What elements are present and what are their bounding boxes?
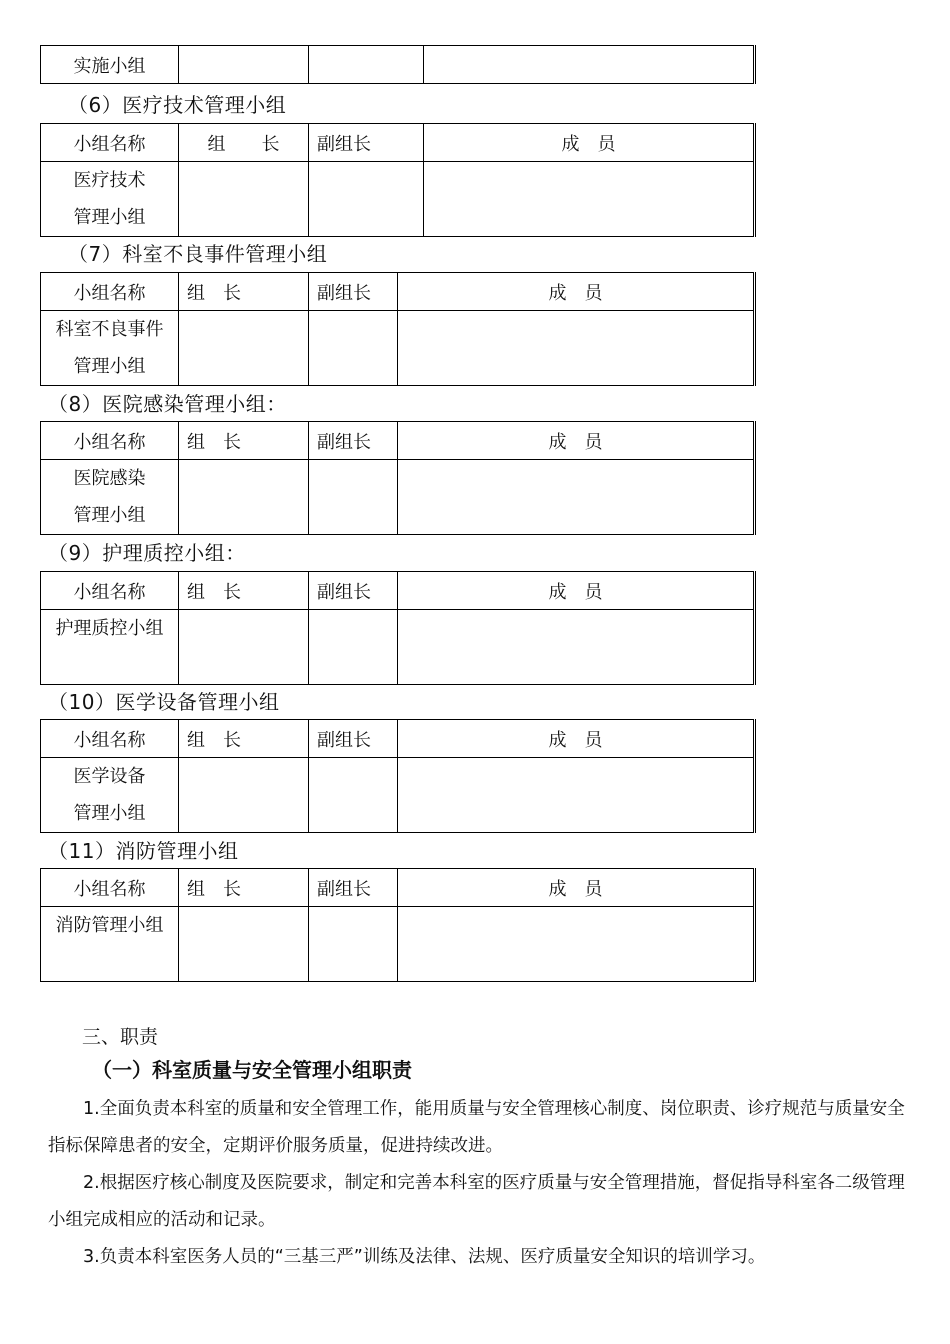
column-header-deputy: 副组长 [309, 273, 398, 311]
implementation-group-table [40, 45, 756, 84]
group-name-cell: 实施小组 [41, 46, 179, 84]
group-heading: （7）科室不良事件管理小组 [68, 242, 328, 266]
column-header-name: 小组名称 [41, 720, 179, 758]
leader-cell [179, 460, 309, 535]
deputy-cell [309, 758, 398, 833]
column-header-members: 成 员 [398, 422, 755, 460]
paragraph: 1.全面负责本科室的质量和安全管理工作，能用质量与安全管理核心制度、岗位职责、诊疗规范与质量安全指标保障患者的安全，定期评价服务质量，促进持续改进。 [48, 1099, 905, 1156]
column-header-name: 小组名称 [41, 124, 179, 162]
group-name-cell: 科室不良事件 管理小组 [41, 311, 179, 386]
group-heading: （6）医疗技术管理小组 [68, 93, 287, 117]
column-header-deputy: 副组长 [309, 572, 398, 610]
group-table [40, 868, 756, 982]
deputy-cell [309, 460, 398, 535]
group-table [40, 571, 756, 685]
group-name-cell: 医疗技术 管理小组 [41, 162, 179, 237]
column-header-members: 成 员 [398, 720, 755, 758]
column-header-deputy: 副组长 [309, 422, 398, 460]
group-table [40, 719, 756, 833]
column-header-name: 小组名称 [41, 869, 179, 907]
column-header-leader: 组 长 [179, 422, 309, 460]
members-cell [424, 46, 755, 84]
leader-cell [179, 610, 309, 685]
column-header-deputy: 副组长 [309, 869, 398, 907]
deputy-cell [309, 162, 424, 237]
group-name-cell: 消防管理小组 [41, 907, 179, 982]
column-header-leader: 组 长 [179, 124, 309, 162]
leader-cell [179, 311, 309, 386]
section-title: 三、职责 [82, 1026, 159, 1048]
section-subtitle: （一）科室质量与安全管理小组职责 [92, 1058, 412, 1082]
column-header-name: 小组名称 [41, 572, 179, 610]
paragraph: 3.负责本科室医务人员的“三基三严”训练及法律、法规、医疗质量安全知识的培训学习。 [83, 1247, 766, 1267]
members-cell [398, 907, 755, 982]
members-cell [398, 460, 755, 535]
members-cell [424, 162, 755, 237]
group-name-cell: 护理质控小组 [41, 610, 179, 685]
column-header-leader: 组 长 [179, 720, 309, 758]
members-cell [398, 610, 755, 685]
group-table [40, 272, 756, 386]
column-header-members: 成 员 [398, 273, 755, 311]
deputy-cell [309, 907, 398, 982]
leader-cell [179, 907, 309, 982]
group-name-cell: 医院感染 管理小组 [41, 460, 179, 535]
column-header-members: 成 员 [398, 572, 755, 610]
column-header-leader: 组 长 [179, 273, 309, 311]
group-table [40, 123, 756, 237]
column-header-leader: 组 长 [179, 572, 309, 610]
column-header-deputy: 副组长 [309, 124, 424, 162]
deputy-cell [309, 311, 398, 386]
leader-cell [179, 46, 309, 84]
group-table [40, 421, 756, 535]
group-heading: （10）医学设备管理小组 [48, 690, 280, 714]
column-header-members: 成 员 [398, 869, 755, 907]
leader-cell [179, 758, 309, 833]
deputy-cell [309, 46, 424, 84]
members-cell [398, 758, 755, 833]
deputy-cell [309, 610, 398, 685]
column-header-name: 小组名称 [41, 273, 179, 311]
column-header-members: 成 员 [424, 124, 755, 162]
group-heading: （9）护理质控小组： [48, 541, 246, 565]
paragraph: 2.根据医疗核心制度及医院要求，制定和完善本科室的医疗质量与安全管理措施，督促指导科室各二级管理小组完成相应的活动和记录。 [48, 1173, 905, 1230]
group-name-cell: 医学设备 管理小组 [41, 758, 179, 833]
group-heading: （11）消防管理小组 [48, 839, 239, 863]
column-header-deputy: 副组长 [309, 720, 398, 758]
leader-cell [179, 162, 309, 237]
column-header-name: 小组名称 [41, 422, 179, 460]
members-cell [398, 311, 755, 386]
column-header-leader: 组 长 [179, 869, 309, 907]
group-heading: （8）医院感染管理小组： [48, 392, 287, 416]
